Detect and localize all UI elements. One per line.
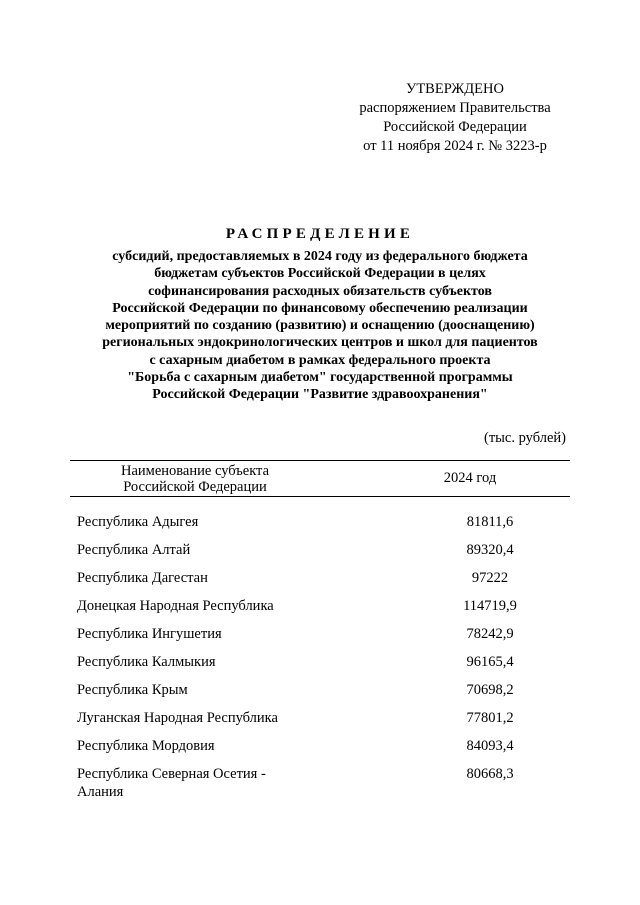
subtitle-line: субсидий, предоставляемых в 2024 году из федерального бюджета — [112, 249, 528, 264]
document-subtitle — [70, 248, 570, 404]
subsidy-value: 77801,2 — [466, 710, 514, 726]
subject-name: Республика Алтай — [77, 542, 191, 558]
subsidy-value: 96165,4 — [466, 654, 514, 670]
unit-label: (тыс. рублей) — [484, 430, 566, 446]
subsidy-value: 80668,3 — [466, 766, 514, 782]
subtitle-line: софинансирования расходных обязательств субъектов — [148, 283, 492, 299]
subject-name: Донецкая Народная Республика — [77, 598, 274, 614]
subsidy-value: 81811,6 — [466, 514, 514, 530]
subject-name: Республика Крым — [77, 682, 188, 698]
table-row — [70, 681, 570, 709]
table-row — [70, 569, 570, 597]
subtitle-line: Российской Федерации "Развитие здравоохранения" — [152, 387, 488, 403]
approval-line-authority: распоряжением Правительства — [359, 100, 551, 116]
subject-name: Республика Дагестан — [77, 570, 208, 586]
subtitle-line: мероприятий по созданию (развитию) и оснащению (дооснащению) — [105, 318, 535, 334]
table-header — [70, 460, 570, 497]
table-row — [70, 597, 570, 625]
subject-name: Луганская Народная Республика — [77, 710, 278, 726]
table-row — [70, 513, 570, 541]
subsidy-value: 70698,2 — [466, 682, 514, 698]
subject-name: Республика Северная Осетия - Алания — [77, 766, 266, 800]
subtitle-line: с сахарным диабетом в рамках федерального проекта — [149, 352, 491, 368]
subsidy-value: 78242,9 — [466, 626, 514, 642]
column-header-subject-line2: Российской Федерации — [123, 479, 267, 495]
table-row — [70, 653, 570, 681]
subsidy-value: 84093,4 — [466, 738, 514, 754]
table-row — [70, 625, 570, 653]
document-title: РАСПРЕДЕЛЕНИЕ — [225, 226, 415, 242]
subject-name: Республика Калмыкия — [77, 654, 216, 670]
subject-name: Республика Ингушетия — [77, 626, 222, 642]
subtitle-line: региональных эндокринологических центров и школ для пациентов — [102, 335, 538, 351]
approval-heading: УТВЕРЖДЕНО — [406, 81, 504, 97]
approval-line-country: Российской Федерации — [383, 119, 527, 135]
subsidy-value: 114719,9 — [463, 598, 517, 614]
subtitle-line: Российской Федерации по финансовому обеспечению реализации — [112, 300, 528, 316]
subject-name: Республика Адыгея — [77, 514, 199, 530]
subsidy-value: 89320,4 — [466, 542, 514, 558]
column-header-year: 2024 год — [443, 470, 497, 486]
subsidy-value: 97222 — [471, 570, 509, 586]
subject-name: Республика Мордовия — [77, 738, 215, 754]
table-row — [70, 737, 570, 765]
table-row — [70, 765, 570, 805]
column-header-subject-line1: Наименование субъекта — [120, 463, 270, 479]
table-body — [70, 513, 570, 805]
table-row — [70, 709, 570, 737]
column-header-subject — [70, 463, 320, 495]
table-row — [70, 541, 570, 569]
approval-line-date: от 11 ноября 2024 г. № 3223-р — [363, 138, 547, 154]
subtitle-line: бюджетам субъектов Российской Федерации в целях — [154, 266, 486, 282]
subtitle-line: "Борьба с сахарным диабетом" государственной программы — [127, 370, 513, 386]
approval-stamp — [340, 80, 570, 156]
